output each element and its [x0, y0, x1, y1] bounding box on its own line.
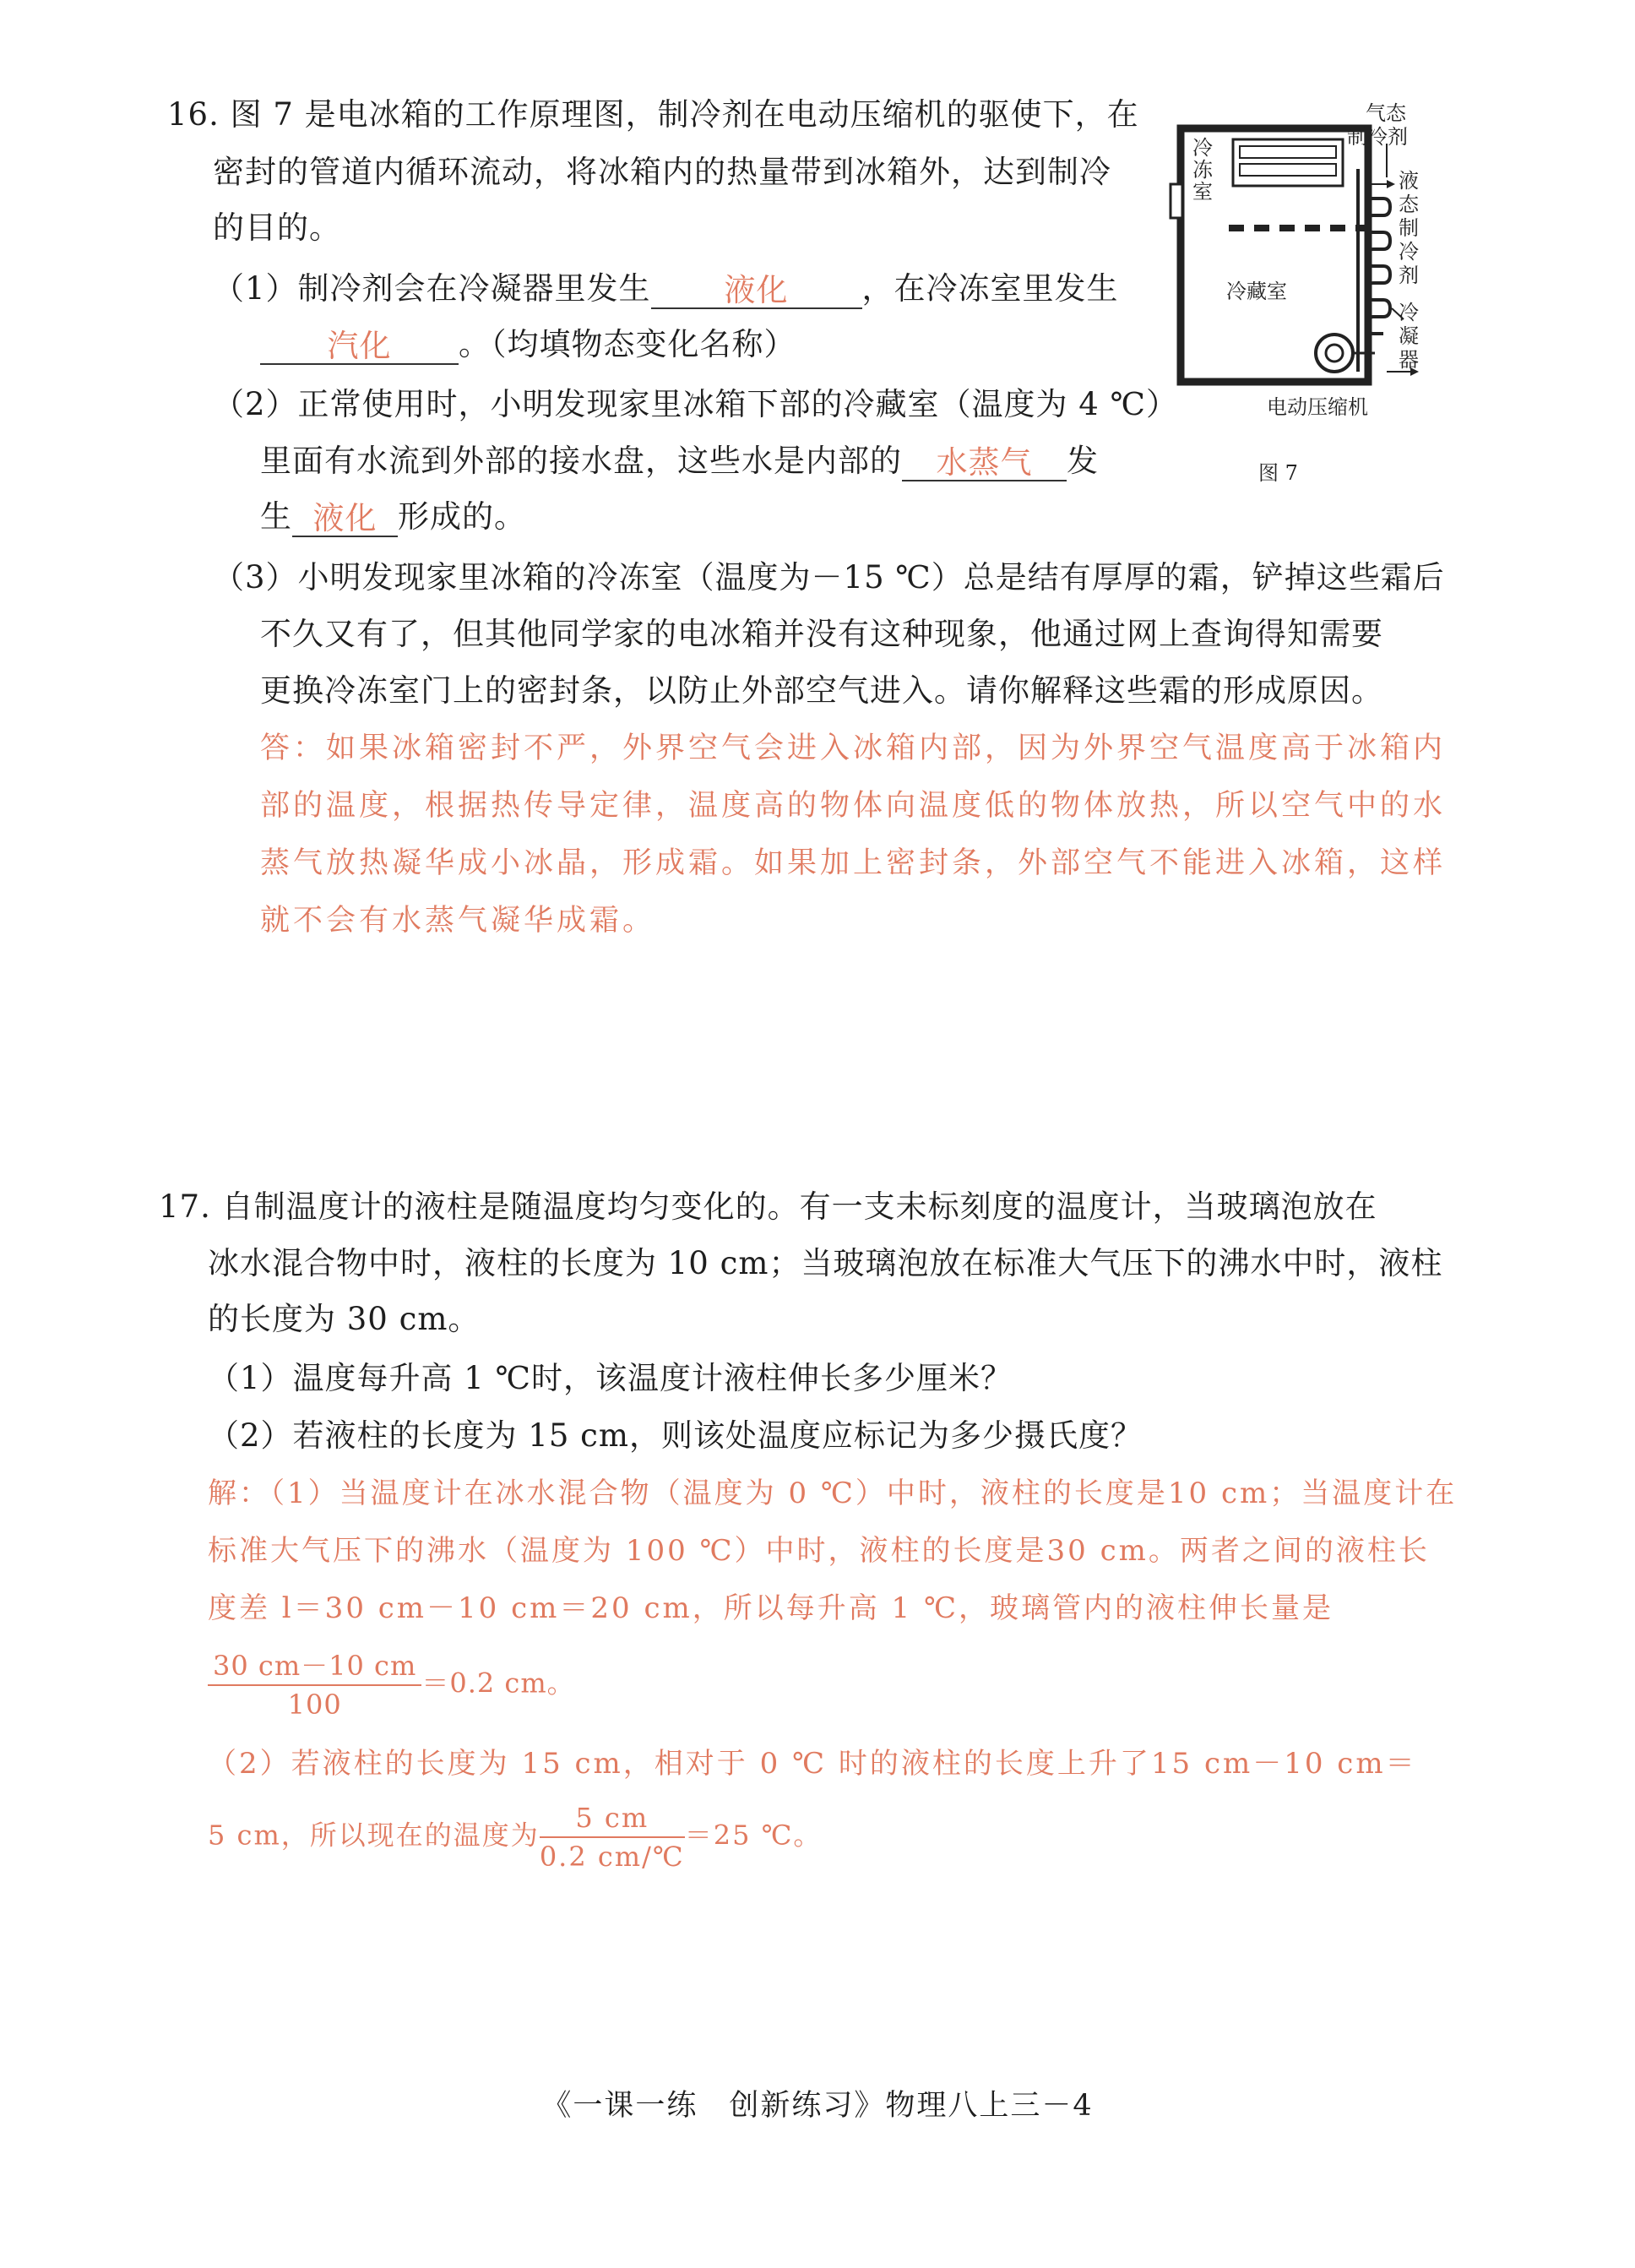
q17-fraction-1-numerator: 30 cm－10 cm	[208, 1647, 421, 1686]
q16-p1-text-c: 。（均填物态变化名称）	[459, 326, 796, 362]
q16-p2-text-c: 发	[1067, 443, 1099, 479]
q16-part3-line-1: （3）小明发现家里冰箱的冷冻室（温度为－15 ℃）总是结有厚厚的霜，铲掉这些霜后	[213, 559, 1445, 596]
q16-part2-line-1: （2）正常使用时，小明发现家里冰箱下部的冷藏室（温度为 4 ℃）	[213, 386, 1178, 422]
page-footer: 《一课一练 创新练习》物理八上三－4	[541, 2089, 1094, 2123]
q17-solution-line-1: 解：（1）当温度计在冰水混合物（温度为 0 ℃）中时，液柱的长度是10 cm；当温度计在	[208, 1477, 1458, 1510]
q16-p2-text-d: 生	[260, 498, 292, 535]
q16-part3-line-2: 不久又有了，但其他同学家的电冰箱并没有这种现象，他通过网上查询得知需要	[260, 616, 1383, 652]
q16-p1-text-a: （1）制冷剂会在冷凝器里发生	[213, 270, 651, 307]
figure-label-freezer-1: 冷	[1192, 136, 1213, 160]
q17-solution-line-4: （2）若液柱的长度为 15 cm，相对于 0 ℃ 时的液柱的长度上升了15 cm－10 cm＝	[208, 1747, 1417, 1781]
q16-stem-line-2: 密封的管道内循环流动，将冰箱内的热量带到冰箱外，达到制冷	[213, 154, 1111, 190]
figure-caption: 图 7	[1258, 461, 1298, 485]
q16-p2-text-e: 形成的。	[398, 498, 526, 535]
q17-fraction-2-result: ＝25 ℃。	[684, 1819, 823, 1852]
q16-p1-answer-blank-2: 汽化	[260, 326, 459, 365]
q17-part2: （2）若液柱的长度为 15 cm，则该处温度应标记为多少摄氏度？	[208, 1417, 1143, 1454]
figure-label-fridge: 冷藏室	[1226, 280, 1287, 303]
figure-label-freezer-3: 室	[1192, 180, 1213, 204]
q16-answer-line-3: 蒸气放热凝华成小冰晶，形成霜。如果加上密封条，外部空气不能进入冰箱，这样	[260, 846, 1447, 880]
q17-fraction-1	[208, 1647, 421, 1723]
q16-stem-line-1: 16. 图 7 是电冰箱的工作原理图，制冷剂在电动压缩机的驱使下，在	[167, 96, 1139, 133]
q17-part1: （1）温度每升高 1 ℃时，该温度计液柱伸长多少厘米？	[208, 1360, 1013, 1396]
q17-fraction-2-numerator: 5 cm	[540, 1799, 685, 1838]
q17-solution-line-3: 度差 l＝30 cm－10 cm＝20 cm，所以每升高 1 ℃，玻璃管内的液柱伸长量是	[208, 1591, 1334, 1625]
q16-p1-text-b: ，在冷冻室里发生	[861, 270, 1119, 307]
q16-stem-line-3: 的目的。	[213, 209, 341, 246]
q16-p2-answer-blank-2: 液化	[292, 498, 398, 537]
q16-part2-line-2	[260, 441, 1099, 481]
q17-solution-fraction-1-row	[208, 1647, 575, 1723]
q17-stem-line-1: 17. 自制温度计的液柱是随温度均匀变化的。有一支未标刻度的温度计，当玻璃泡放在	[159, 1188, 1377, 1225]
q17-fraction-2-denominator: 0.2 cm/℃	[539, 1841, 685, 1873]
q17-solution-line-2: 标准大气压下的沸水（温度为 100 ℃）中时，液柱的长度是30 cm。两者之间的液柱长	[208, 1534, 1430, 1568]
figure-label-gas-2: 制冷剂	[1347, 125, 1408, 149]
figure-label-gas-1: 气态	[1366, 101, 1406, 125]
q16-part1-line-2	[260, 324, 796, 365]
q16-part1-line-1	[213, 269, 1119, 309]
q17-fraction-2	[540, 1799, 685, 1875]
q16-part2-line-3	[260, 497, 526, 537]
q17-fraction-1-result: ＝0.2 cm。	[421, 1667, 575, 1700]
q17-solution-fraction-2-row	[208, 1799, 822, 1875]
figure-7	[1165, 93, 1436, 515]
q17-solution-line-5a: 5 cm，所以现在的温度为	[208, 1819, 540, 1852]
q16-p2-answer-blank-1: 水蒸气	[902, 443, 1067, 481]
q16-answer-line-1: 答：如果冰箱密封不严，外界空气会进入冰箱内部，因为外界空气温度高于冰箱内	[260, 732, 1447, 765]
figure-label-freezer	[1192, 137, 1213, 203]
figure-label-compressor: 电动压缩机	[1267, 395, 1368, 419]
figure-label-condenser: 冷凝器	[1399, 301, 1419, 372]
q16-answer-line-2: 部的温度，根据热传导定律，温度高的物体向温度低的物体放热，所以空气中的水	[260, 789, 1447, 823]
figure-label-freezer-2: 冻	[1192, 158, 1213, 182]
q17-stem-line-2: 冰水混合物中时，液柱的长度为 10 cm；当玻璃泡放在标准大气压下的沸水中时，液柱	[208, 1245, 1443, 1281]
q16-p2-text-b: 里面有水流到外部的接水盘，这些水是内部的	[260, 443, 902, 479]
q16-part3-line-3: 更换冷冻室门上的密封条，以防止外部空气进入。请你解释这些霜的形成原因。	[260, 672, 1383, 709]
q16-p1-answer-blank-1: 液化	[651, 270, 862, 309]
q16-answer-line-4: 就不会有水蒸气凝华成霜。	[260, 904, 656, 938]
q17-fraction-1-denominator: 100	[287, 1689, 342, 1721]
figure-label-liquid-refrigerant: 液态制冷剂	[1399, 169, 1419, 287]
figure-label-gas-refrigerant	[1347, 101, 1408, 149]
q17-stem-line-3: 的长度为 30 cm。	[208, 1301, 481, 1337]
